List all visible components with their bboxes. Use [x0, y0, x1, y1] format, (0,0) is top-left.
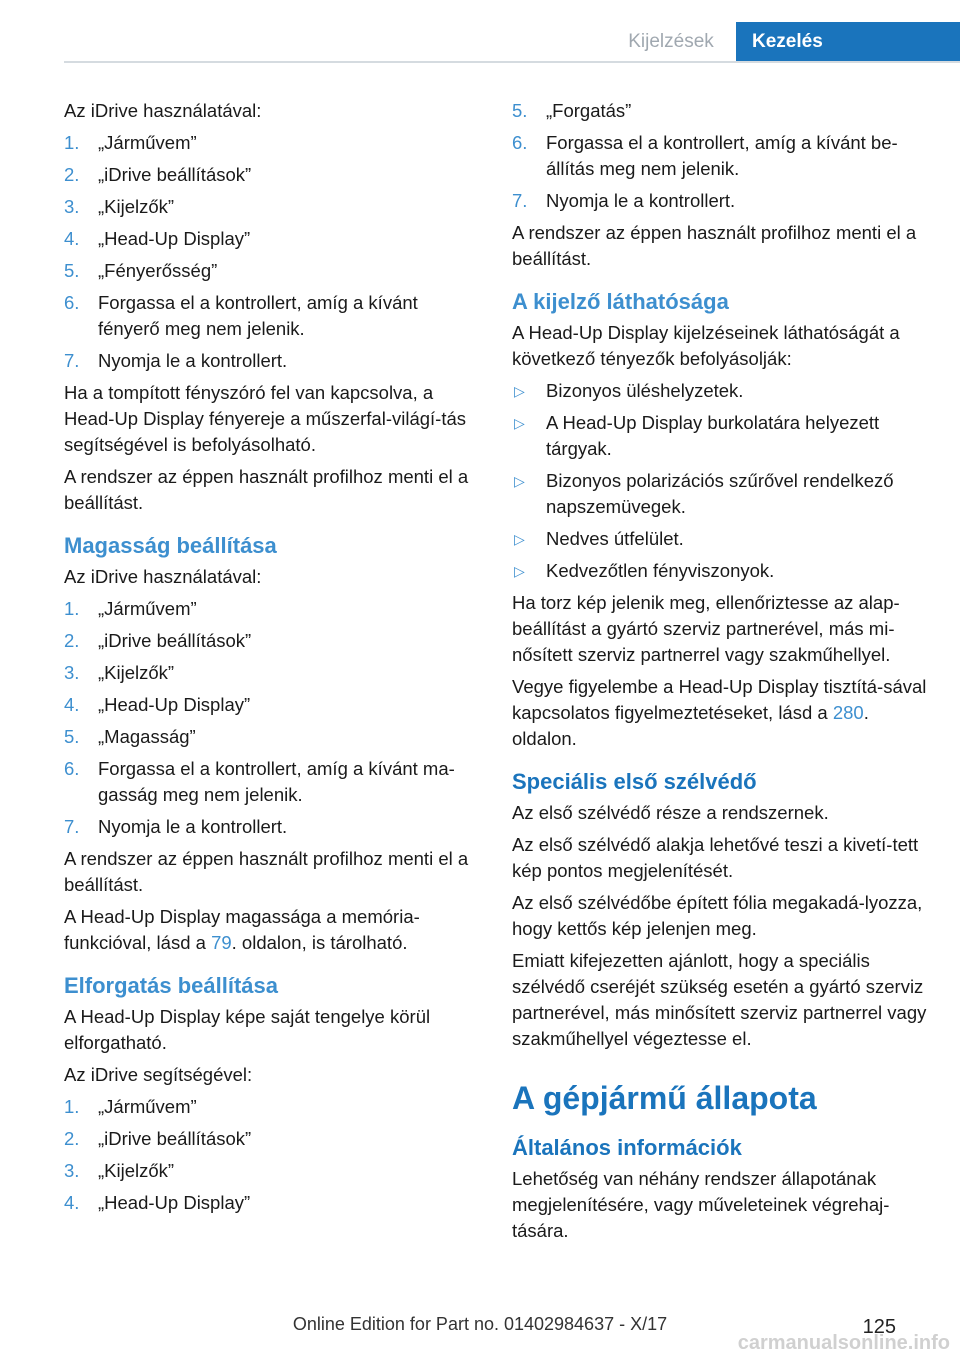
triangle-bullet-icon: ▷ [514, 415, 525, 431]
left-column [64, 98, 484, 1222]
list-item: 4. „Head-Up Display” [64, 694, 251, 715]
section-heading-general: Általános információk [512, 1135, 742, 1160]
list-item: 4. „Head-Up Display” [64, 228, 251, 249]
list-item: 2. „iDrive beállítások” [64, 1128, 252, 1149]
list-item: ▷ Bizonyos üléshelyzetek. [512, 378, 932, 404]
list-item: 2. „iDrive beállítások” [64, 164, 252, 185]
list-item: 7. Nyomja le a kontrollert. [512, 190, 736, 211]
list-item: 3. „Kijelzők” [64, 1160, 175, 1181]
list-item: ▷ Nedves útfelület. [512, 526, 932, 552]
paragraph: A Head-Up Display magassága a memória-funkcióval, lásd a 79. oldalon, is tárolható. [64, 906, 420, 953]
list-item: 5. „Forgatás” [512, 100, 632, 121]
steps-list-rotation-cont [512, 98, 932, 214]
header-divider [64, 61, 960, 63]
paragraph: A rendszer az éppen használt profilhoz menti el a beállítást. [512, 222, 917, 269]
list-item: 6. Forgassa el a kontrollert, amíg a kívánt be-állítás meg nem jelenik. [512, 132, 898, 179]
list-item: 2. „iDrive beállítások” [64, 630, 252, 651]
factors-list [512, 378, 932, 584]
list-item: 5. „Magasság” [64, 726, 196, 747]
list-item: 6. Forgassa el a kontrollert, amíg a kívánt ma-gasság meg nem jelenik. [64, 758, 455, 805]
page-number: 125 [862, 1316, 896, 1338]
list-item: 1. „Járművem” [64, 132, 197, 153]
triangle-bullet-icon: ▷ [514, 563, 525, 579]
paragraph: Ha torz kép jelenik meg, ellenőriztesse az alap-beállítást a gyártó szerviz partnerével, más mi-nősített szerviz partnerrel vagy szakműhellyel. [512, 592, 900, 665]
chapter-heading-vehicle-status: A gépjármű állapota [512, 1080, 817, 1116]
section-heading-windshield: Speciális első szélvédő [512, 769, 757, 794]
list-item: ▷ Bizonyos polarizációs szűrővel rendelkező napszemüvegek. [514, 470, 894, 517]
paragraph: A rendszer az éppen használt profilhoz menti el a beállítást. [64, 848, 469, 895]
list-item: 3. „Kijelzők” [64, 662, 175, 683]
steps-list-height [64, 596, 484, 840]
list-item: 3. „Kijelzők” [64, 196, 175, 217]
steps-list-rotation [64, 1094, 484, 1216]
list-item: 4. „Head-Up Display” [64, 1192, 251, 1213]
paragraph: Az első szélvédő alakja lehetővé teszi a kivetí-tett kép pontos megjelenítését. [512, 834, 919, 881]
paragraph: Az első szélvédőbe épített fólia megakadá-lyozza, hogy kettős kép jelenjen meg. [512, 892, 923, 939]
triangle-bullet-icon: ▷ [514, 383, 525, 399]
list-item: 1. „Járművem” [64, 1096, 197, 1117]
right-column [512, 98, 932, 1250]
triangle-bullet-icon: ▷ [514, 531, 525, 547]
paragraph: A Head-Up Display kijelzéseinek láthatóságát a következő tényezők befolyásolják: [512, 322, 900, 369]
paragraph: A Head-Up Display képe saját tengelye körül elforgatható. [64, 1006, 431, 1053]
paragraph: Lehetőség van néhány rendszer állapotának megjelenítésére, vagy műveleteinek végrehaj-tására. [512, 1168, 890, 1241]
paragraph: Az első szélvédő része a rendszernek. [512, 802, 829, 823]
paragraph: A rendszer az éppen használt profilhoz menti el a beállítást. [64, 466, 469, 513]
section-heading-rotation: Elforgatás beállítása [64, 973, 278, 998]
section-heading-height: Magasság beállítása [64, 533, 277, 558]
intro-text: Az iDrive segítségével: [64, 1064, 253, 1085]
tab-kijelzesek[interactable]: Kijelzések [628, 31, 714, 52]
page-link-280[interactable]: 280 [832, 702, 864, 723]
steps-list-brightness [64, 130, 484, 374]
triangle-bullet-icon: ▷ [514, 473, 525, 489]
section-heading-visibility: A kijelző láthatósága [512, 289, 729, 314]
list-item: 5. „Fényerősség” [64, 260, 218, 281]
list-item: 7. Nyomja le a kontrollert. [64, 816, 288, 837]
list-item: ▷ A Head-Up Display burkolatára helyezett tárgyak. [514, 412, 880, 459]
paragraph: Vegye figyelembe a Head-Up Display tisztítá-sával kapcsolatos figyelmeztetéseket, lásd a 280. oldalon. [512, 676, 927, 749]
tab-kezeles[interactable]: Kezelés [736, 22, 960, 62]
intro-text: Az iDrive használatával: [64, 566, 262, 587]
intro-text: Az iDrive használatával: [64, 100, 262, 121]
page-link-79[interactable]: 79 [211, 932, 232, 953]
list-item: 6. Forgassa el a kontrollert, amíg a kívánt fényerő meg nem jelenik. [64, 292, 418, 339]
list-item: 1. „Járművem” [64, 598, 197, 619]
page-header [0, 0, 960, 62]
watermark: carmanualsonline.info [737, 1332, 950, 1354]
list-item: 7. Nyomja le a kontrollert. [64, 350, 288, 371]
paragraph: Emiatt kifejezetten ajánlott, hogy a speciális szélvédő cseréjét szükség esetén a gyártó szerviz partnerével, más minősített szerviz partnerrel vagy szakműhellyel végeztesse el. [512, 950, 927, 1049]
paragraph: Ha a tompított fényszóró fel van kapcsolva, a Head-Up Display fényereje a műszerfal-világí-tás segítségével is befolyásolható. [64, 382, 467, 455]
list-item: ▷ Kedvezőtlen fényviszonyok. [512, 558, 932, 584]
footer-edition: Online Edition for Part no. 01402984637 - X/17 [292, 1314, 668, 1334]
